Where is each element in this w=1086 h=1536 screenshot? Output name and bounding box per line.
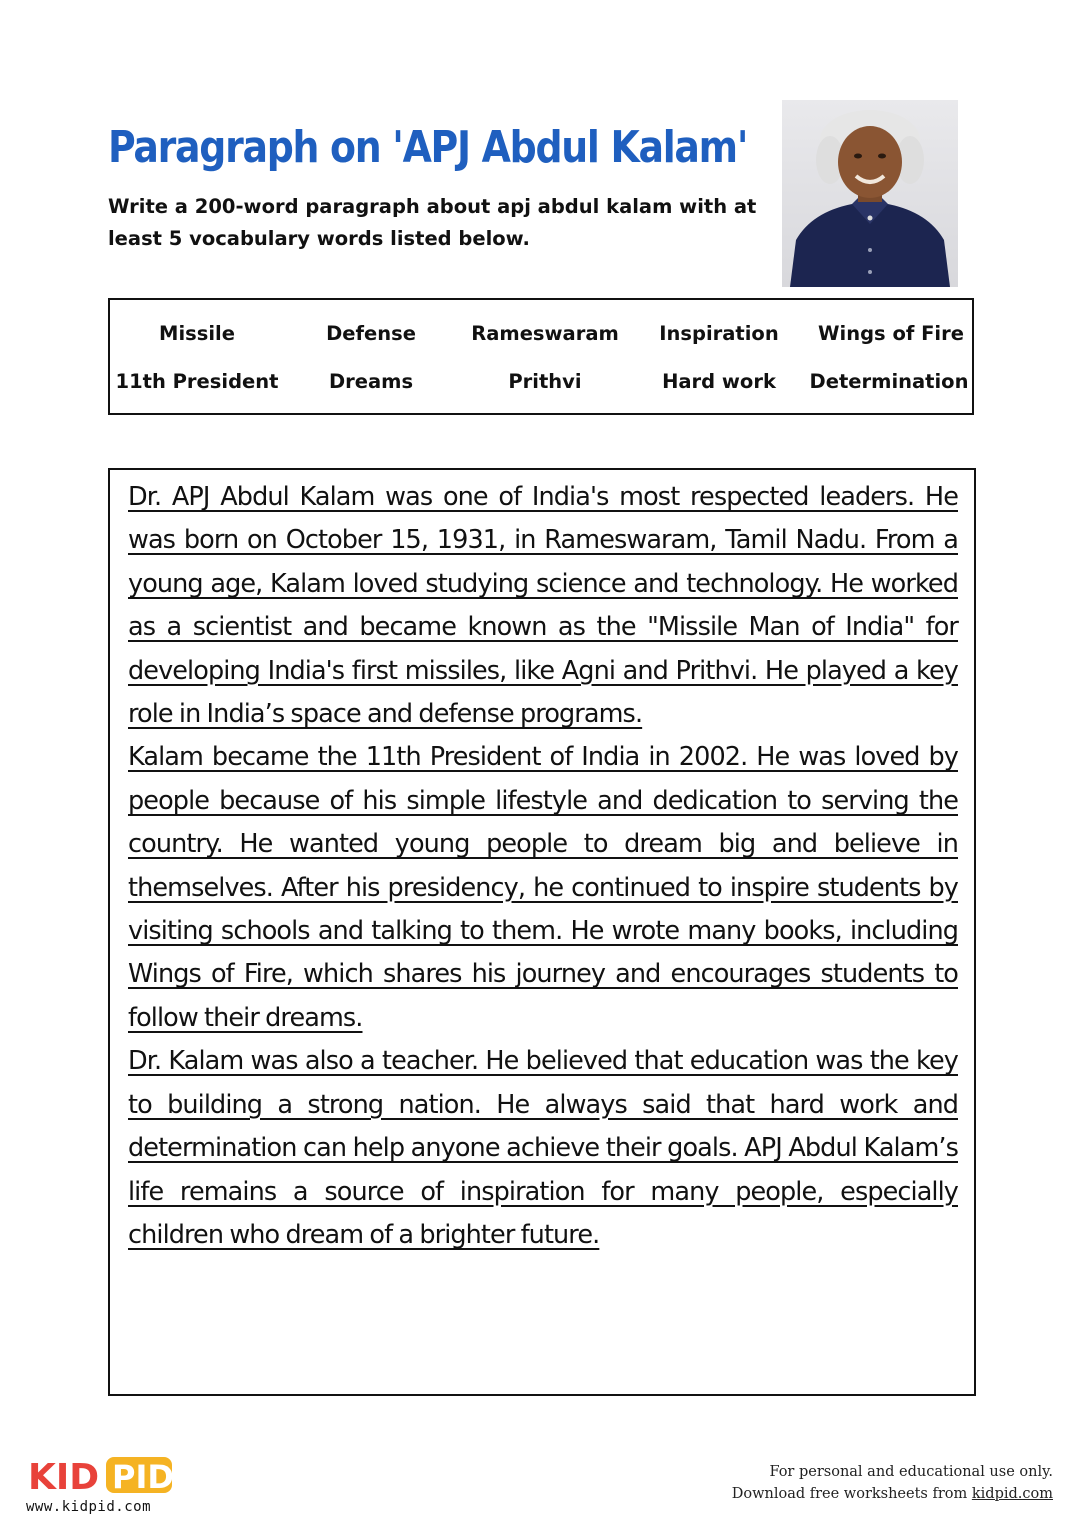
vocab-word: Defense bbox=[326, 322, 416, 345]
vocab-word: Determination bbox=[809, 370, 969, 393]
footer-download bbox=[732, 1483, 1053, 1505]
svg-text:KID: KID bbox=[28, 1457, 100, 1497]
portrait-photo bbox=[782, 100, 958, 287]
kidpid-logo-image bbox=[26, 1453, 176, 1497]
footer-link[interactable]: kidpid.com bbox=[971, 1486, 1053, 1502]
vocab-word: Dreams bbox=[328, 370, 414, 393]
paragraph-box bbox=[108, 468, 976, 1396]
portrait-illustration bbox=[782, 100, 958, 287]
footer bbox=[732, 1461, 1053, 1505]
footer-notice: For personal and educational use only. bbox=[769, 1464, 1053, 1480]
kidpid-logo bbox=[26, 1453, 176, 1497]
paragraph: Dr. APJ Abdul Kalam was one of India's most respected leaders. He was born on October 15, 1931, in Rameswaram, Tamil Nadu. From a young age, Kalam loved studying science and technology. He worked as a scientist and became known as the "Missile Man of India" for developing India's first missiles, like Agni and Prithvi. He played a key role in India’s space and defense programs. bbox=[128, 482, 958, 730]
footer-download-text: Download free worksheets from bbox=[731, 1486, 972, 1502]
vocab-word: Inspiration bbox=[659, 322, 779, 345]
instructions: Write a 200-word paragraph about apj abdul kalam with at least 5 vocabulary words listed below. bbox=[108, 195, 757, 250]
vocab-word: Prithvi bbox=[508, 370, 582, 393]
vocabulary-box bbox=[108, 298, 974, 415]
paragraph: Dr. Kalam was also a teacher. He believed that education was the key to building a strong nation. He always said that hard work and determination can help anyone achieve their goals. APJ Abdul Kalam’s life remains a source of inspiration for many people, especially children who dream of a brighter future. bbox=[128, 1046, 958, 1250]
svg-text:PID: PID bbox=[112, 1458, 174, 1496]
vocab-word: Hard work bbox=[662, 370, 776, 393]
paragraph-text bbox=[128, 476, 958, 1257]
vocab-word: Wings of Fire bbox=[818, 322, 964, 345]
paragraph: Kalam became the 11th President of India in 2002. He was loved by people because of his simple lifestyle and dedication to serving the country. He wanted young people to dream big and believe in themselves. After his presidency, he continued to inspire students by visiting schools and talking to them. He wrote many books, including Wings of Fire, which shares his journey and encourages students to follow their dreams. bbox=[128, 742, 958, 1033]
vocab-word: Missile bbox=[159, 322, 235, 345]
vocab-word: Rameswaram bbox=[471, 322, 619, 345]
vocab-word: 11th President bbox=[115, 370, 279, 393]
logo-url: www.kidpid.com bbox=[26, 1499, 152, 1515]
page-title: Paragraph on 'APJ Abdul Kalam' bbox=[108, 122, 748, 173]
